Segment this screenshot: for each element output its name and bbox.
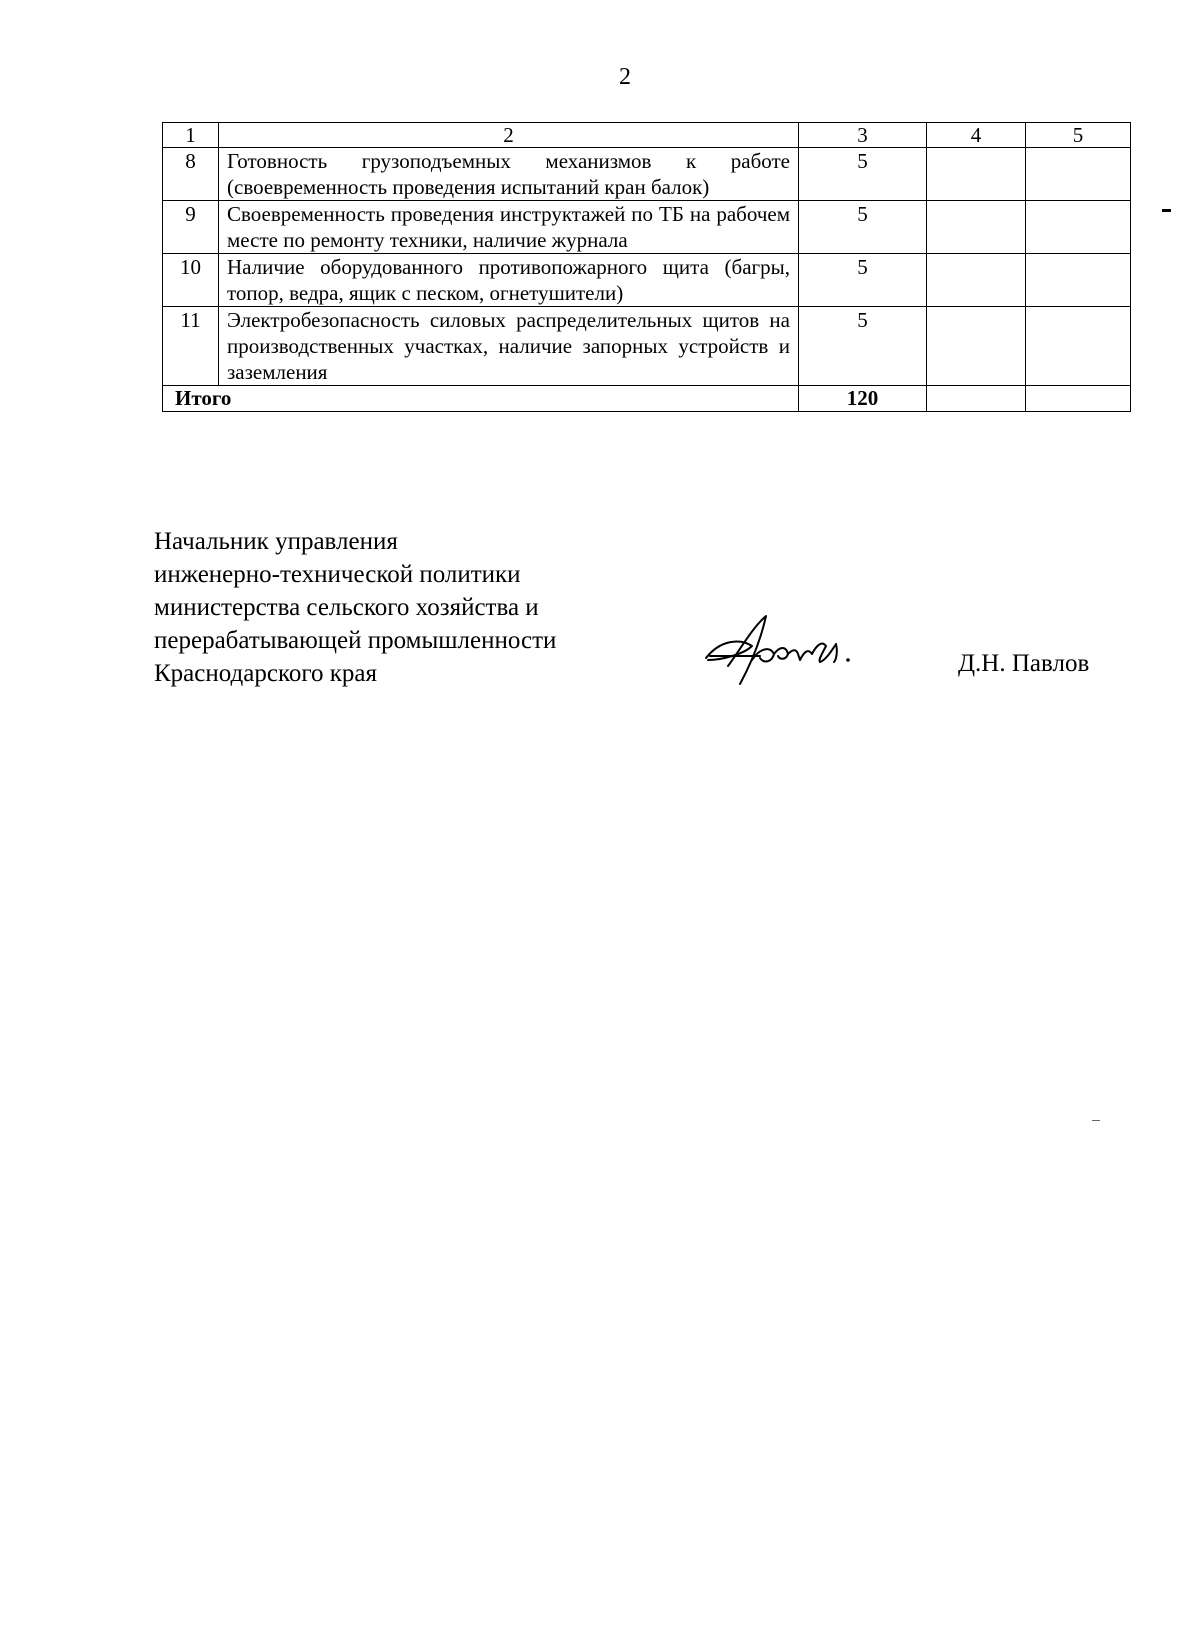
header-col-4: 4 bbox=[927, 123, 1026, 148]
page-number: 2 bbox=[619, 64, 631, 90]
handwritten-signature bbox=[700, 610, 870, 690]
scan-mark bbox=[1162, 209, 1171, 212]
row-description: Электробезопасность силовых распределительных щитов на производственных участках, наличие запорных устройств и заземления bbox=[219, 307, 799, 386]
row-col4 bbox=[927, 307, 1026, 386]
header-col-5: 5 bbox=[1026, 123, 1131, 148]
total-value: 120 bbox=[799, 386, 927, 412]
signer-name: Д.Н. Павлов bbox=[958, 650, 1090, 677]
table-row bbox=[163, 307, 1131, 386]
header-col-2: 2 bbox=[219, 123, 799, 148]
row-number: 10 bbox=[163, 254, 219, 307]
total-col5 bbox=[1026, 386, 1131, 412]
row-score: 5 bbox=[799, 201, 927, 254]
table-header-row bbox=[163, 123, 1131, 148]
row-col5 bbox=[1026, 254, 1131, 307]
total-row bbox=[163, 386, 1131, 412]
row-description: Своевременность проведения инструктажей по ТБ на рабочем месте по ремонту техники, наличие журнала bbox=[219, 201, 799, 254]
title-line: Начальник управления bbox=[154, 528, 398, 555]
row-score: 5 bbox=[799, 148, 927, 201]
signatory-title bbox=[154, 525, 556, 690]
header-col-3: 3 bbox=[799, 123, 927, 148]
header-col-1: 1 bbox=[163, 123, 219, 148]
row-description: Готовность грузоподъемных механизмов к работе (своевременность проведения испытаний кран балок) bbox=[219, 148, 799, 201]
row-col4 bbox=[927, 148, 1026, 201]
row-description: Наличие оборудованного противопожарного щита (багры, топор, ведра, ящик с песком, огнетушители) bbox=[219, 254, 799, 307]
table-row bbox=[163, 148, 1131, 201]
row-score: 5 bbox=[799, 254, 927, 307]
row-col4 bbox=[927, 201, 1026, 254]
title-line: Краснодарского края bbox=[154, 660, 377, 687]
row-number: 9 bbox=[163, 201, 219, 254]
row-col5 bbox=[1026, 148, 1131, 201]
title-line: инженерно-технической политики bbox=[154, 561, 521, 588]
row-col5 bbox=[1026, 201, 1131, 254]
table-row bbox=[163, 254, 1131, 307]
title-line: министерства сельского хозяйства и bbox=[154, 594, 539, 621]
score-table bbox=[162, 122, 1131, 412]
row-number: 11 bbox=[163, 307, 219, 386]
row-score: 5 bbox=[799, 307, 927, 386]
table-row bbox=[163, 201, 1131, 254]
total-col4 bbox=[927, 386, 1026, 412]
title-line: перерабатывающей промышленности bbox=[154, 627, 557, 654]
row-number: 8 bbox=[163, 148, 219, 201]
row-col5 bbox=[1026, 307, 1131, 386]
total-label: Итого bbox=[163, 386, 799, 412]
row-col4 bbox=[927, 254, 1026, 307]
scan-mark bbox=[1092, 1120, 1100, 1121]
